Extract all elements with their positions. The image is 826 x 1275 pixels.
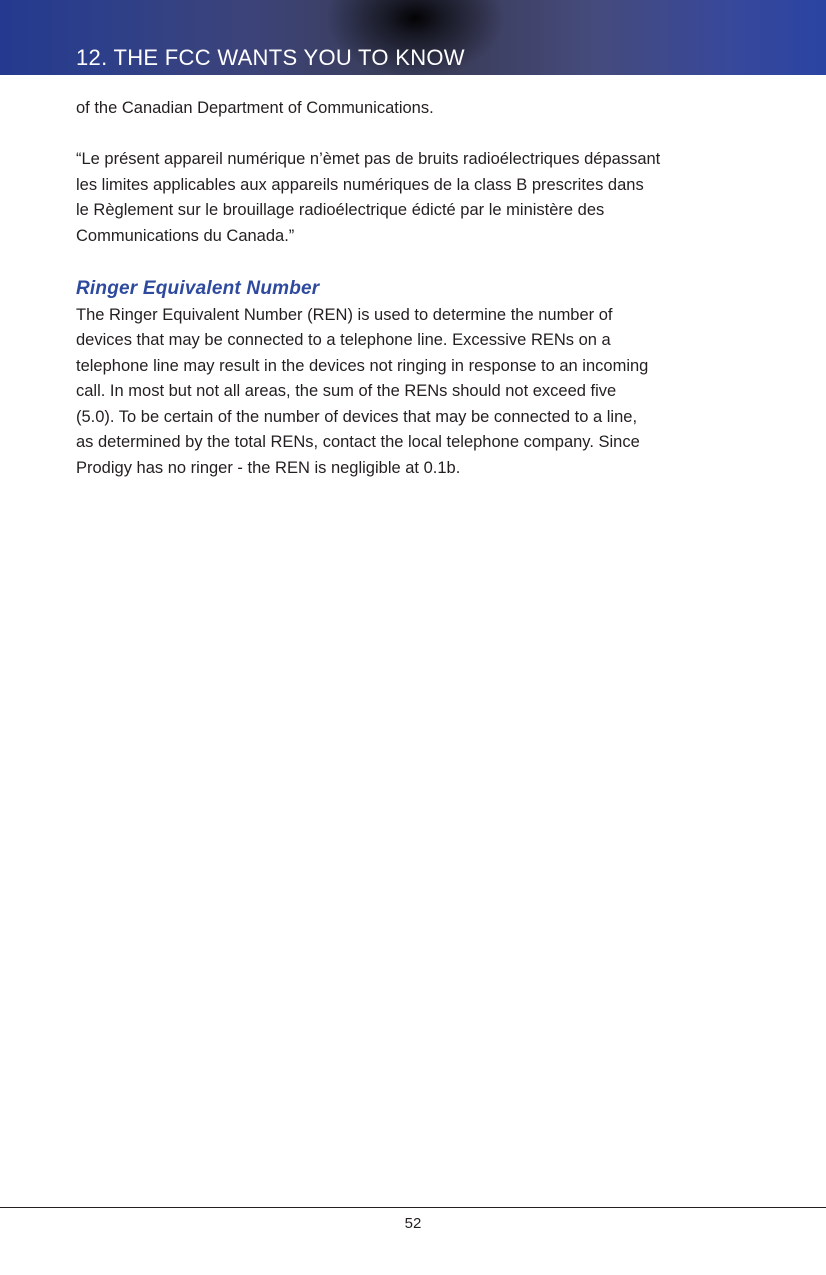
french-statement-line: Communications du Canada.” — [76, 226, 295, 245]
ren-section-heading: Ringer Equivalent Number — [76, 277, 320, 299]
ren-paragraph-line: devices that may be connected to a telephone line. Excessive RENs on a — [76, 331, 611, 349]
chapter-header-band — [0, 0, 826, 75]
ren-paragraph-line: call. In most but not all areas, the sum of the RENs should not exceed five — [76, 382, 617, 400]
ren-paragraph-line: The Ringer Equivalent Number (REN) is used to determine the number of — [76, 305, 613, 324]
ren-paragraph-line: as determined by the total RENs, contact the local telephone company. Since — [76, 433, 640, 451]
footer-divider — [0, 1207, 826, 1208]
chapter-title: 12. THE FCC WANTS YOU TO KNOW — [76, 45, 465, 70]
ren-paragraph — [76, 303, 756, 482]
french-statement-line: “Le présent appareil numérique n’èmet pas de bruits radioélectriques dépassant — [76, 150, 661, 168]
page-number: 52 — [404, 1215, 422, 1232]
ren-paragraph-line: (5.0). To be certain of the number of devices that may be connected to a line, — [76, 407, 638, 426]
intro-line: of the Canadian Department of Communications. — [76, 99, 434, 117]
page-content — [76, 96, 756, 481]
paragraph-gap — [76, 249, 756, 275]
french-statement-line: le Règlement sur le brouillage radioélectrique édicté par le ministère des — [76, 201, 605, 219]
french-statement — [76, 147, 756, 249]
french-statement-line: les limites applicables aux appareils numériques de la class B prescrites dans — [76, 175, 644, 194]
ren-paragraph-line: Prodigy has no ringer - the REN is negligible at 0.1b. — [76, 458, 461, 477]
paragraph-gap — [76, 122, 756, 148]
ren-paragraph-line: telephone line may result in the devices not ringing in response to an incoming — [76, 356, 649, 375]
